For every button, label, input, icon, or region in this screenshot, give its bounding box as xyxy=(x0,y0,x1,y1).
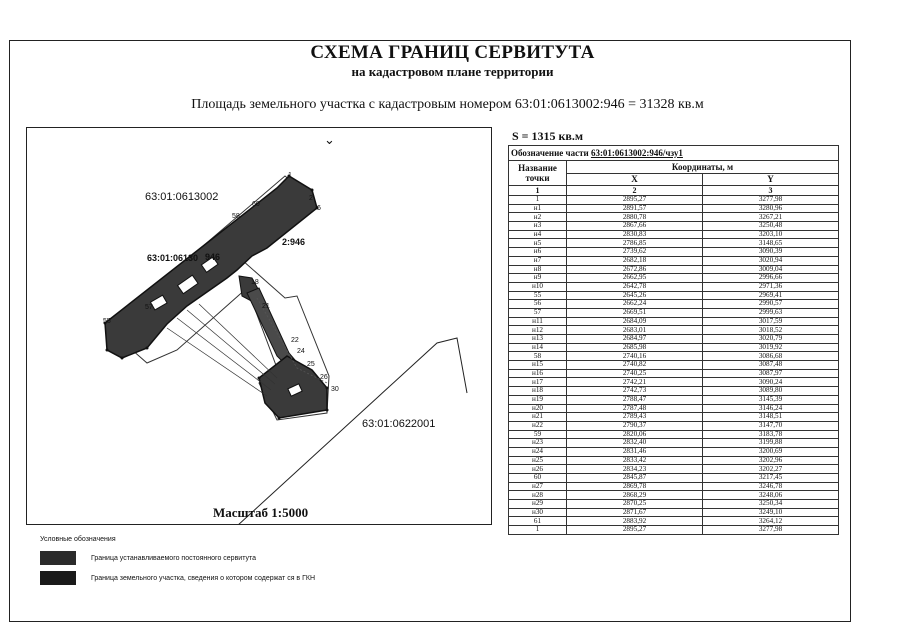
x-coord-cell: 2869,78 xyxy=(567,482,703,491)
point-name-cell: 59 xyxy=(509,430,567,439)
point-label: 57 xyxy=(145,304,153,311)
table-row xyxy=(509,500,839,509)
point-label: 58 xyxy=(232,213,240,220)
x-coord-cell: 2880,78 xyxy=(567,213,703,222)
point-label: 30 xyxy=(331,386,339,393)
quarter-label-south: 63:01:0622001 xyxy=(362,418,436,430)
y-coord-cell: 3018,52 xyxy=(703,326,839,335)
y-coord-cell: 3086,68 xyxy=(703,352,839,361)
y-coord-cell: 3277,98 xyxy=(703,526,839,535)
point-label: 24 xyxy=(297,348,305,355)
x-coord-cell: 2669,51 xyxy=(567,308,703,317)
y-coord-cell: 3280,96 xyxy=(703,204,839,213)
y-coord-cell: 2996,66 xyxy=(703,274,839,283)
quarter-boundary-line xyxy=(237,338,467,525)
y-coord-cell: 3246,78 xyxy=(703,482,839,491)
point-name-cell: н12 xyxy=(509,326,567,335)
point-name-cell: н21 xyxy=(509,413,567,422)
x-coord-cell: 2788,47 xyxy=(567,395,703,404)
point-name-cell: 55 xyxy=(509,291,567,300)
cadastral-map xyxy=(26,127,492,525)
y-coord-cell: 2971,36 xyxy=(703,282,839,291)
x-coord-cell: 2642,78 xyxy=(567,282,703,291)
table-row xyxy=(509,308,839,317)
map-drawing xyxy=(27,128,492,525)
table-row xyxy=(509,265,839,274)
x-coord-cell: 2883,92 xyxy=(567,517,703,526)
y-coord-cell: 3147,70 xyxy=(703,421,839,430)
legend-text-parcel: Граница земельного участка, сведения о котором содержат ся в ГКН xyxy=(91,575,316,582)
table-row xyxy=(509,274,839,283)
point-name-cell: 57 xyxy=(509,308,567,317)
y-coord-cell: 3090,39 xyxy=(703,248,839,257)
col-number-3: 3 xyxy=(703,186,839,196)
point-name-cell: 56 xyxy=(509,300,567,309)
x-coord-cell: 2868,29 xyxy=(567,491,703,500)
col-header-coords: Координаты, м xyxy=(567,161,839,174)
point-name-cell: н29 xyxy=(509,500,567,509)
point-name-cell: н11 xyxy=(509,317,567,326)
x-coord-cell: 2845,87 xyxy=(567,474,703,483)
point-label: 21 xyxy=(262,303,270,310)
y-coord-cell: 3217,45 xyxy=(703,474,839,483)
table-row xyxy=(509,404,839,413)
x-coord-cell: 2684,09 xyxy=(567,317,703,326)
y-coord-cell: 3017,59 xyxy=(703,317,839,326)
y-coord-cell: 3090,24 xyxy=(703,378,839,387)
point-name-cell: н17 xyxy=(509,378,567,387)
y-coord-cell: 3019,92 xyxy=(703,343,839,352)
table-row xyxy=(509,517,839,526)
parcel-label-right: 2:946 xyxy=(282,237,306,247)
table-row xyxy=(509,474,839,483)
x-coord-cell: 2742,73 xyxy=(567,387,703,396)
y-coord-cell: 3250,48 xyxy=(703,222,839,231)
point-name-cell: н5 xyxy=(509,239,567,248)
point-name-cell: н18 xyxy=(509,387,567,396)
table-row xyxy=(509,447,839,456)
x-coord-cell: 2740,25 xyxy=(567,369,703,378)
table-row xyxy=(509,369,839,378)
table-row xyxy=(509,239,839,248)
part-designation: Обозначение части 63:01:0613002:946/чзу1 xyxy=(509,146,839,161)
table-row xyxy=(509,352,839,361)
parcel-label-mid: 946 xyxy=(205,252,221,262)
point-name-cell: н28 xyxy=(509,491,567,500)
point-name-cell: н27 xyxy=(509,482,567,491)
point-name-cell: н23 xyxy=(509,439,567,448)
map-scale: Масштаб 1:5000 xyxy=(213,505,309,520)
table-row xyxy=(509,300,839,309)
x-coord-cell: 2684,97 xyxy=(567,335,703,344)
point-name-cell: н9 xyxy=(509,274,567,283)
y-coord-cell: 3203,10 xyxy=(703,230,839,239)
point-name-cell: 1 xyxy=(509,196,567,205)
point-name-cell: н20 xyxy=(509,404,567,413)
x-coord-cell: 2834,23 xyxy=(567,465,703,474)
point-name-cell: 1 xyxy=(509,526,567,535)
point-label: 22 xyxy=(291,337,299,344)
parcel-label-left: 63:01:06130 xyxy=(147,253,199,263)
table-row xyxy=(509,282,839,291)
y-coord-cell: 3020,94 xyxy=(703,256,839,265)
table-row xyxy=(509,421,839,430)
table-row xyxy=(509,439,839,448)
x-coord-cell: 2742,21 xyxy=(567,378,703,387)
y-coord-cell: 2999,63 xyxy=(703,308,839,317)
point-name-cell: н8 xyxy=(509,265,567,274)
x-coord-cell: 2832,40 xyxy=(567,439,703,448)
table-row xyxy=(509,465,839,474)
part-number: 63:01:0613002:946/чзу1 xyxy=(590,148,683,158)
col-header-name: Название точки xyxy=(509,161,567,186)
point-name-cell: н26 xyxy=(509,465,567,474)
y-coord-cell: 3146,24 xyxy=(703,404,839,413)
x-coord-cell: 2867,66 xyxy=(567,222,703,231)
point-name-cell: 61 xyxy=(509,517,567,526)
point-label: 60 xyxy=(252,201,260,208)
y-coord-cell: 3087,48 xyxy=(703,361,839,370)
x-coord-cell: 2891,57 xyxy=(567,204,703,213)
table-row xyxy=(509,482,839,491)
table-row xyxy=(509,361,839,370)
legend-swatch-servitude xyxy=(40,551,76,565)
table-row xyxy=(509,387,839,396)
table-row xyxy=(509,222,839,231)
y-coord-cell: 3183,78 xyxy=(703,430,839,439)
legend-text-servitude: Граница устанавливаемого постоянного сервитута xyxy=(91,555,257,562)
point-name-cell: н7 xyxy=(509,256,567,265)
table-part-row xyxy=(509,146,839,161)
col-number-2: 2 xyxy=(567,186,703,196)
quarter-label-north: 63:01:0613002 xyxy=(145,191,219,203)
x-coord-cell: 2662,24 xyxy=(567,300,703,309)
x-coord-cell: 2790,37 xyxy=(567,421,703,430)
y-coord-cell: 3277,98 xyxy=(703,196,839,205)
y-coord-cell: 3202,96 xyxy=(703,456,839,465)
table-row xyxy=(509,256,839,265)
table-row xyxy=(509,213,839,222)
y-coord-cell: 3020,79 xyxy=(703,335,839,344)
y-coord-cell: 3145,39 xyxy=(703,395,839,404)
y-coord-cell: 3267,21 xyxy=(703,213,839,222)
point-name-cell: 58 xyxy=(509,352,567,361)
table-row xyxy=(509,343,839,352)
point-label: 18 xyxy=(251,279,259,286)
x-coord-cell: 2895,27 xyxy=(567,196,703,205)
table-row xyxy=(509,291,839,300)
x-coord-cell: 2685,98 xyxy=(567,343,703,352)
col-number-1: 1 xyxy=(509,186,567,196)
y-coord-cell: 2969,41 xyxy=(703,291,839,300)
point-name-cell: н6 xyxy=(509,248,567,257)
x-coord-cell: 2820,06 xyxy=(567,430,703,439)
point-name-cell: н14 xyxy=(509,343,567,352)
legend-title: Условные обозначения xyxy=(40,536,116,543)
y-coord-cell: 3202,27 xyxy=(703,465,839,474)
y-coord-cell: 3249,10 xyxy=(703,508,839,517)
point-name-cell: н4 xyxy=(509,230,567,239)
y-coord-cell: 3009,04 xyxy=(703,265,839,274)
north-arrow-icon: ⌄ xyxy=(324,132,335,147)
table-row xyxy=(509,317,839,326)
col-header-y: Y xyxy=(703,174,839,186)
x-coord-cell: 2739,62 xyxy=(567,248,703,257)
table-row xyxy=(509,508,839,517)
servitude-area: S = 1315 кв.м xyxy=(512,129,584,143)
y-coord-cell: 3248,06 xyxy=(703,491,839,500)
x-coord-cell: 2787,48 xyxy=(567,404,703,413)
point-name-cell: н19 xyxy=(509,395,567,404)
point-name-cell: н22 xyxy=(509,421,567,430)
point-name-cell: н13 xyxy=(509,335,567,344)
table-row xyxy=(509,413,839,422)
y-coord-cell: 2990,57 xyxy=(703,300,839,309)
x-coord-cell: 2831,46 xyxy=(567,447,703,456)
document-title: СХЕМА ГРАНИЦ СЕРВИТУТА xyxy=(310,42,595,63)
table-row xyxy=(509,335,839,344)
point-label: 6 xyxy=(317,205,321,212)
x-coord-cell: 2662,95 xyxy=(567,274,703,283)
x-coord-cell: 2833,42 xyxy=(567,456,703,465)
table-row xyxy=(509,248,839,257)
point-name-cell: н24 xyxy=(509,447,567,456)
table-row xyxy=(509,196,839,205)
table-body xyxy=(509,196,839,535)
point-name-cell: н10 xyxy=(509,282,567,291)
x-coord-cell: 2789,43 xyxy=(567,413,703,422)
coordinates-table xyxy=(508,145,839,535)
table-row xyxy=(509,378,839,387)
y-coord-cell: 3250,34 xyxy=(703,500,839,509)
x-coord-cell: 2645,26 xyxy=(567,291,703,300)
table-row xyxy=(509,326,839,335)
point-name-cell: н30 xyxy=(509,508,567,517)
table-row xyxy=(509,526,839,535)
point-label: 55 xyxy=(103,318,111,325)
point-label: 2 xyxy=(309,195,313,202)
table-row xyxy=(509,430,839,439)
table-row xyxy=(509,204,839,213)
table-row xyxy=(509,491,839,500)
table-row xyxy=(509,456,839,465)
x-coord-cell: 2740,16 xyxy=(567,352,703,361)
x-coord-cell: 2830,83 xyxy=(567,230,703,239)
x-coord-cell: 2683,01 xyxy=(567,326,703,335)
x-coord-cell: 2870,25 xyxy=(567,500,703,509)
legend-swatch-parcel xyxy=(40,571,76,585)
x-coord-cell: 2740,82 xyxy=(567,361,703,370)
table-row xyxy=(509,230,839,239)
document-subtitle: на кадастровом плане территории xyxy=(351,64,554,79)
x-coord-cell: 2895,27 xyxy=(567,526,703,535)
point-name-cell: н1 xyxy=(509,204,567,213)
point-name-cell: н3 xyxy=(509,222,567,231)
parcel-area-line: Площадь земельного участка с кадастровым номером 63:01:0613002:946 = 31328 кв.м xyxy=(191,97,704,112)
point-name-cell: н16 xyxy=(509,369,567,378)
y-coord-cell: 3199,88 xyxy=(703,439,839,448)
x-coord-cell: 2672,86 xyxy=(567,265,703,274)
point-name-cell: н15 xyxy=(509,361,567,370)
y-coord-cell: 3087,97 xyxy=(703,369,839,378)
point-label: 26 xyxy=(320,374,328,381)
point-name-cell: 60 xyxy=(509,474,567,483)
point-name-cell: н2 xyxy=(509,213,567,222)
x-coord-cell: 2682,18 xyxy=(567,256,703,265)
table-row xyxy=(509,395,839,404)
point-label: 25 xyxy=(307,361,315,368)
point-label: 1 xyxy=(288,172,292,179)
y-coord-cell: 3264,12 xyxy=(703,517,839,526)
y-coord-cell: 3089,80 xyxy=(703,387,839,396)
y-coord-cell: 3148,51 xyxy=(703,413,839,422)
col-header-x: X xyxy=(567,174,703,186)
x-coord-cell: 2871,67 xyxy=(567,508,703,517)
y-coord-cell: 3200,69 xyxy=(703,447,839,456)
x-coord-cell: 2786,85 xyxy=(567,239,703,248)
point-name-cell: н25 xyxy=(509,456,567,465)
y-coord-cell: 3148,65 xyxy=(703,239,839,248)
